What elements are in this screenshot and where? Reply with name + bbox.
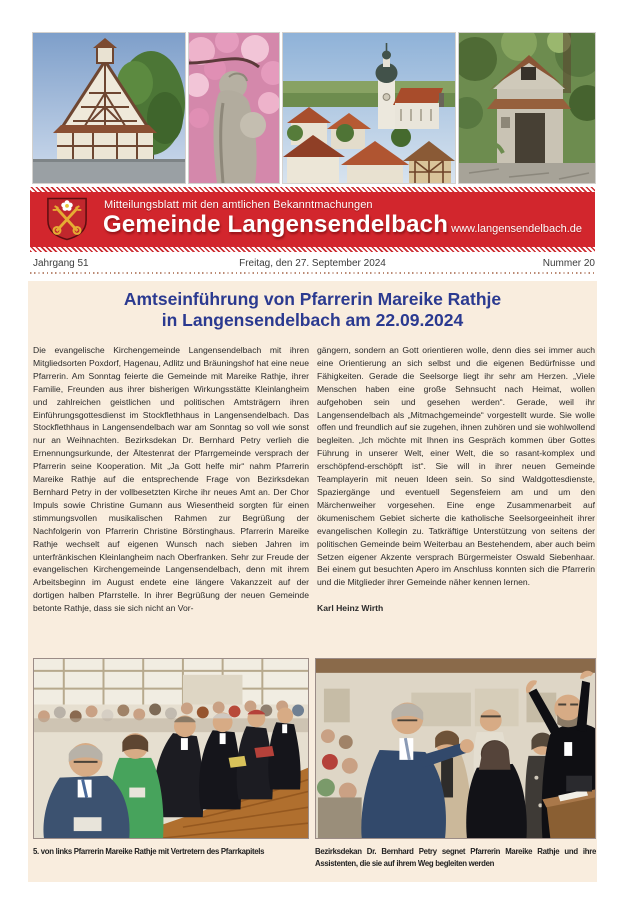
village-church-illustration	[283, 33, 455, 183]
article-text-left: Die evangelische Kirchengemeinde Langensendelbach mit ihren Mitgliedsorten Poxdorf, Hagenau, Adlitz und Bräuningshof hat eine neue Pfarrerin. Am Sonntag feierte die Gemeinde mit Mareike Rathje, ihrer Familie, Freunden aus ihrer bisherigen Wirkungsstätte Kleinlangheim und zahlreichen geistlichen und politischen Amtsträgern ihren Einführungsgottesdienst im Stockflethhaus in Langensendelbach. Das Stockflethhaus in Langensendelbach war am Sonntag so voll wie sonst nur an Weihnachten. Bezirksdekan Dr. Bernhard Petry verlieh die Ernennungsurkunde, der Ältestenrat der Pfarrgemeinde versprach der Pfarrerin seine Kooperation. Mit „Ja Gott helfe mir“ nahm Pfarrerin Mareike Rathje auf die entsprechende Frage von Bezirksdekan Bernhard Petry in der vollbesetzten Kirche ihr neues Amt an. Der Chor Impuls sowie Christine Gumann aus Wiesentheid sorgten für einen stimmungsvollen musikalischen Rahmen zur Begrüßung der Nachfolgerin von Pfarrerin Christine Börstinghaus. Pfarrerin Mareike Rathje wechselt auf eigenen Wunsch nach sieben Jahren im unterfränkischen Kleinlangheim nach Oberfranken. Sehr zur Freude der evangelischen Kirchengemeinde Langensendelbach, denn mit ihrem Arbeitsbeginn im August endete eine längere Vakanzzeit auf der dortigen halben Pfarrstelle. In ihrer Begrüßung der neuen Gemeinde betonte Rathje, dass sie sich nicht an Vor-	[33, 345, 309, 614]
top-photo-chapel	[459, 33, 595, 183]
issue-volume: Jahrgang 51	[33, 258, 89, 269]
coat-of-arms-icon	[46, 195, 88, 242]
article-headline	[0, 289, 625, 331]
dotted-rule	[30, 272, 595, 274]
photo-congregation	[33, 658, 309, 839]
half-timbered-house-illustration	[33, 33, 185, 183]
caption-left: 5. von links Pfarrerin Mareike Rathje mit Vertretern des Pfarrkapitels	[33, 847, 265, 856]
top-photo-village-church	[283, 33, 455, 183]
masthead-banner	[30, 192, 595, 247]
photo-blessing	[315, 658, 596, 839]
banner-website-url: www.langensendelbach.de	[451, 223, 582, 235]
headline-line1: Amtseinführung von Pfarrerin Mareike Rathje	[123, 289, 502, 309]
banner-subtitle: Mitteilungsblatt mit den amtlichen Bekanntmachungen	[104, 199, 373, 211]
article-column-right	[317, 344, 595, 615]
chapel-illustration	[459, 33, 595, 183]
article-column-left	[33, 344, 309, 615]
headline-line2: in Langensendelbach am 22.09.2024	[161, 310, 464, 330]
author-name: Karl Heinz Wirth	[317, 603, 384, 614]
statue-with-blossoms-illustration	[189, 33, 279, 183]
issue-number: Nummer 20	[542, 258, 595, 269]
windows	[34, 659, 308, 704]
hatch-border-bottom	[30, 247, 595, 252]
congregation-illustration	[34, 659, 308, 838]
caption-right: Bezirksdekan Dr. Bernhard Petry segnet Pfarrerin Mareike Rathje und ihre Assistenten, die sie auf ihrem Weg begleiten werden	[315, 847, 596, 868]
issue-date: Freitag, den 27. September 2024	[239, 258, 386, 269]
top-photo-statue-blossoms	[189, 33, 279, 183]
banner-title: Gemeinde Langensendelbach	[103, 211, 449, 238]
blessing-illustration	[316, 659, 595, 838]
top-photo-half-timbered-house	[33, 33, 185, 183]
article-text-right: gängern, sondern an Gott orientieren wolle, denn dies sei immer auch eine Orientierung an sich selbst und die eigenen Bedürfnisse und Fähigkeiten. Gerade die Seelsorge liegt ihr sehr am Herzen. „Viele Menschen haben eine große Sehnsucht nach Heimat, wollen aufgehoben sein und gesehen werden“. Gerade, weil ihr Langensendelbach als „Mitmachgemeinde“ vorgestellt wurde. Sie wolle offen und freundlich auf sie zugehen, ihnen zuhören und sie wohlwollend begleiten. „Ich möchte mit Ihnen ins Gespräch kommen über Gottes Führung in unserer Welt, einer Welt, die so rasant-komplex und erschöpfend-erschöpft ist“. Sie will in ihrer neuen Gemeinde Teamplayerin mit neuen Ideen sein. So sind Waldgottesdienste, Spaziergänge und eventuell Segensfeiern am und um den Märchenweiher vorgesehen. Eine enge Zusammenarbeit auf ökumenischem Gebiet sicherte die katholische Seelsorgeeinheit ihrer evangelischen Kollegin zu. Tatkräftige Unterstützung von seitens der politischen Gemeinde beim Weiterbau an Bestehendem, aber auch beim Setzen eigener Akzente versprach Bürgermeister Oswald Siebenhaar. Bei einem gut besuchten Apero im Anschluss konnten sich die Pfarrerin und die Mitglieder ihrer Gemeinde näher kennen lernen.	[317, 345, 595, 588]
